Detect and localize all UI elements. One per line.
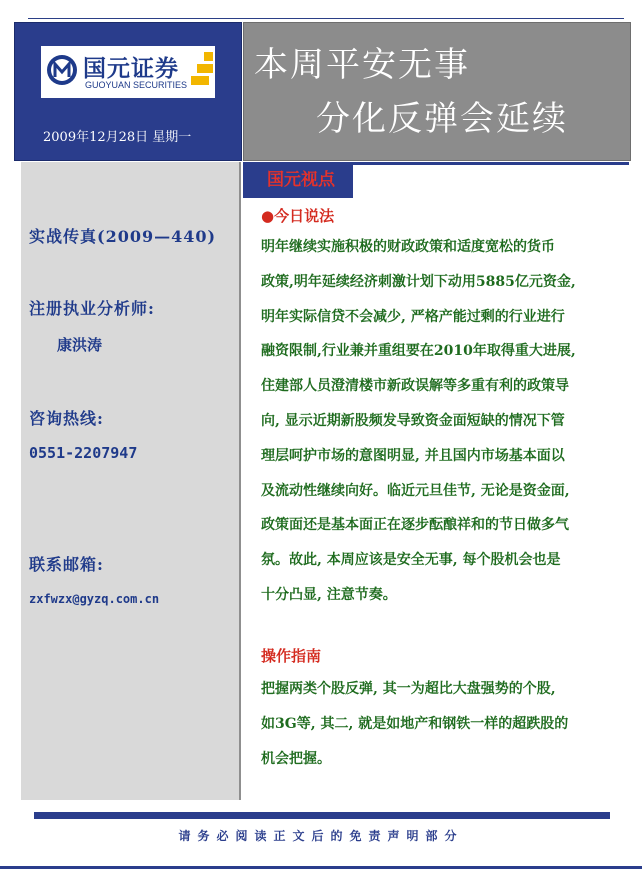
email-label: 联系邮箱: <box>29 555 104 574</box>
top-rule <box>28 18 624 19</box>
report-title-line2: 分化反弹会延续 <box>316 99 568 139</box>
logo-english-name: GUOYUAN SECURITIES <box>85 80 188 90</box>
section-tab-rule <box>353 162 629 165</box>
section-heading-today: ●今日说法 <box>261 207 335 225</box>
report-date: 2009年12月28日 星期一 <box>43 130 192 145</box>
header-title-panel <box>243 22 631 161</box>
paragraph-line: 明年继续实施积极的财政政策和适度宽松的货币 <box>261 239 555 255</box>
paragraph-line: 把握两类个股反弹, 其一为超比大盘强势的个股, <box>261 681 556 697</box>
paragraph-line: 政策,明年延续经济刺激计划下动用5885亿元资金, <box>261 273 576 290</box>
sidebar <box>21 162 241 800</box>
operation-guide-paragraph <box>261 672 568 776</box>
company-logo <box>41 46 215 98</box>
paragraph-line: 住建部人员澄清楼市新政误解等多重有利的政策导 <box>261 378 569 395</box>
section-heading-guide: 操作指南 <box>261 647 322 665</box>
hotline-label: 咨询热线: <box>29 409 104 428</box>
paragraph-line: 融资限制,行业兼并重组要在2010年取得重大进展, <box>261 343 576 360</box>
paragraph-line: 如3G等, 其二, 就是如地产和钢铁一样的超跌股的 <box>261 715 569 732</box>
section-tab <box>243 162 353 198</box>
paragraph-line: 氛。故此, 本周应该是安全无事, 每个股机会也是 <box>261 552 561 569</box>
footer-disclaimer: 请务必阅读正文后的免责声明部分 <box>178 829 464 843</box>
header-brand-panel <box>14 22 242 161</box>
logo-squares-icon <box>191 52 213 92</box>
guoyuan-logo-icon <box>45 53 79 87</box>
logo-name: 国元证券 <box>83 56 179 82</box>
hotline-number: 0551-2207947 <box>29 444 138 462</box>
paragraph-line: 理层呵护市场的意图明显, 并且国内市场基本面以 <box>261 447 565 464</box>
section-tab-label: 国元视点 <box>267 170 335 190</box>
commentary-paragraph <box>261 230 576 613</box>
paragraph-line: 十分凸显, 注意节奏。 <box>261 586 397 603</box>
paragraph-line: 明年实际信贷不会减少, 严格产能过剩的行业进行 <box>261 308 565 325</box>
analyst-label: 注册执业分析师: <box>29 299 155 318</box>
report-title-line1: 本周平安无事 <box>254 45 470 85</box>
footer-rule <box>0 866 642 869</box>
footer-bar <box>34 812 610 819</box>
analyst-name: 康洪涛 <box>57 336 103 354</box>
paragraph-line: 向, 显示近期新股频发导致资金面短缺的情况下管 <box>261 412 565 429</box>
paragraph-line: 政策面还是基本面正在逐步酝酿祥和的节日做多气 <box>261 517 569 534</box>
paragraph-line: 机会把握。 <box>261 750 331 767</box>
email-address[interactable]: zxfwzx@gyzq.com.cn <box>29 592 160 606</box>
report-id: 实战传真(2009—440) <box>29 227 217 246</box>
paragraph-line: 及流动性继续向好。临近元旦佳节, 无论是资金面, <box>261 482 570 499</box>
